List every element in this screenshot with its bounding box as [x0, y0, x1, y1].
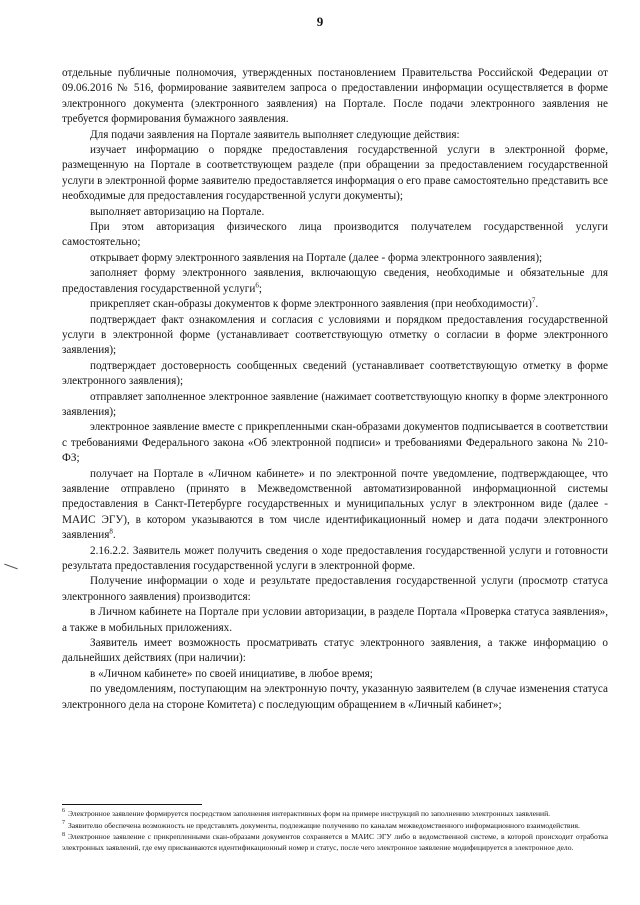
- paragraph: [62, 420, 608, 466]
- footnote: [62, 821, 608, 832]
- footnote-mark: 6: [62, 808, 65, 815]
- paragraph-text: 2.16.2.2. Заявитель может получить сведения о ходе предоставления государственной услуги и готовности результата предоставления государственной услуги в электронной форме.: [62, 544, 608, 572]
- paragraph-text: прикрепляет скан-образы документов к форме электронного заявления (при необходимости): [90, 298, 532, 311]
- paragraph-text: в «Личном кабинете» по своей инициативе, в любое время;: [90, 667, 373, 680]
- paragraph-text: открывает форму электронного заявления на Портале (далее - форма электронного заявления);: [90, 251, 543, 264]
- paragraph: [62, 359, 608, 390]
- paragraph-tail: .: [535, 298, 539, 311]
- paragraph-tail: .: [112, 529, 116, 542]
- paragraph: [62, 544, 608, 575]
- footnote-reference: 7: [531, 296, 536, 305]
- paragraph-text: изучает информацию о порядке предоставления государственной услуги в электронной форме, размещенную на Портале в соответствующем разделе (при обращении за предоставлением государственной услуги в электронной форме заявителю предоставляется информация о его праве самостоятельно представить все необходимые для предоставления государственной услуги документы);: [62, 144, 608, 203]
- paragraph: [62, 251, 608, 266]
- footnote-mark: 7: [62, 820, 65, 827]
- footnote: [62, 809, 608, 820]
- paragraph-text: Заявитель имеет возможность просматривать статус электронного заявления, а также информацию о дальнейших действиях (при наличии):: [62, 637, 608, 665]
- paragraph: [62, 467, 608, 544]
- margin-pen-mark: [4, 564, 17, 570]
- paragraph-text: отдельные публичные полномочия, утвержденных постановлением Правительства Российской Федерации от 09.06.2016 № 516, формирование заявителем запроса о предоставлении информации осуществляется в форме электронного документа (электронного заявления) на Портале. После подачи электронного заявления не требуется формирования бумажного заявления.: [62, 67, 608, 126]
- paragraph: [62, 297, 608, 312]
- paragraph-tail: ;: [258, 282, 262, 295]
- footnote-reference: 6: [255, 280, 259, 289]
- paragraph-text: При этом авторизация физического лица производится получателем государственной услуги самостоятельно;: [62, 221, 608, 249]
- paragraph: [62, 143, 608, 205]
- paragraph: [62, 220, 608, 251]
- paragraph-text: получает на Портале в «Личном кабинете» и по электронной почте уведомление, подтверждающее, что заявление отправлено (принято в Межведомственной автоматизированной информационной системы предоставления в Санкт-Петербурге государственных и муниципальных услуг в электронном виде (далее - МАИС ЭГУ), в котором указываются в том числе идентификационный номер и дата подачи электронного заявления: [62, 467, 608, 542]
- footnote-text: Электронное заявление формируется посредством заполнения интерактивных форм на примере инструкций по заполнению электронных заявлений.: [68, 809, 551, 818]
- footnote-text: Электронное заявление с прикрепленными скан-образами документов сохраняется в МАИС ЭГУ либо в ведомственной системе, в которой происходит отработка электронных заявлений, где ему присваиваются идентификационный номер и статус, после чего электронное заявление модифицируется в электронное дело.: [62, 832, 608, 852]
- paragraph-text: отправляет заполненное электронное заявление (нажимает соответствующую кнопку в форме электронного заявления);: [62, 390, 608, 418]
- paragraph: [62, 313, 608, 359]
- page-number: 9: [316, 14, 324, 29]
- paragraph: [62, 574, 608, 605]
- paragraph: [62, 636, 608, 667]
- footnote-reference: 8: [109, 527, 113, 536]
- footnotes: [62, 809, 608, 854]
- footnote-mark: 8: [62, 831, 65, 838]
- paragraph-text: Получение информации о ходе и результате предоставления государственной услуги (просмотр статуса электронного заявления) производится:: [62, 575, 608, 603]
- paragraph: [62, 667, 608, 682]
- paragraph: [62, 66, 608, 128]
- paragraph: [62, 266, 608, 297]
- footnote-separator: [62, 804, 202, 805]
- paragraph-text: электронное заявление вместе с прикрепленными скан-образами документов подписывается в соответствии с требованиями Федерального закона «Об электронной подписи» и требованиями Федерального закона № 210-ФЗ;: [62, 421, 608, 465]
- paragraph-text: выполняет авторизацию на Портале.: [90, 205, 265, 218]
- paragraph-text: в Личном кабинете на Портале при условии авторизации, в разделе Портала «Проверка статуса заявления», а также в мобильных приложениях.: [62, 606, 608, 634]
- footnote-text: Заявителю обеспечена возможность не представлять документы, подлежащие получению по каналам межведомственного информационного взаимодействия.: [68, 820, 580, 830]
- paragraph-text: подтверждает достоверность сообщенных сведений (устанавливает соответствующую отметку в форме электронного заявления);: [62, 359, 608, 388]
- paragraph: [62, 390, 608, 421]
- paragraph-text: подтверждает факт ознакомления и согласия с условиями и порядком предоставления государственной услуги в электронной форме (устанавливает соответствующую отметку о согласии в форме электронного заявления);: [62, 313, 608, 357]
- paragraph-text: заполняет форму электронного заявления, включающую сведения, необходимые и обязательные для предоставления государственной услуги: [62, 267, 608, 295]
- footnote: [62, 832, 608, 853]
- paragraph: [62, 205, 608, 220]
- paragraph-text: Для подачи заявления на Портале заявитель выполняет следующие действия:: [90, 128, 460, 141]
- paragraph-text: по уведомлениям, поступающим на электронную почту, указанную заявителем (в случае изменения статуса электронного дела на стороне Комитета) с последующим обращением в «Личный кабинет»;: [62, 683, 608, 711]
- paragraph: [62, 128, 608, 143]
- paragraph: [62, 605, 608, 636]
- paragraph: [62, 682, 608, 713]
- body-text: [62, 66, 608, 713]
